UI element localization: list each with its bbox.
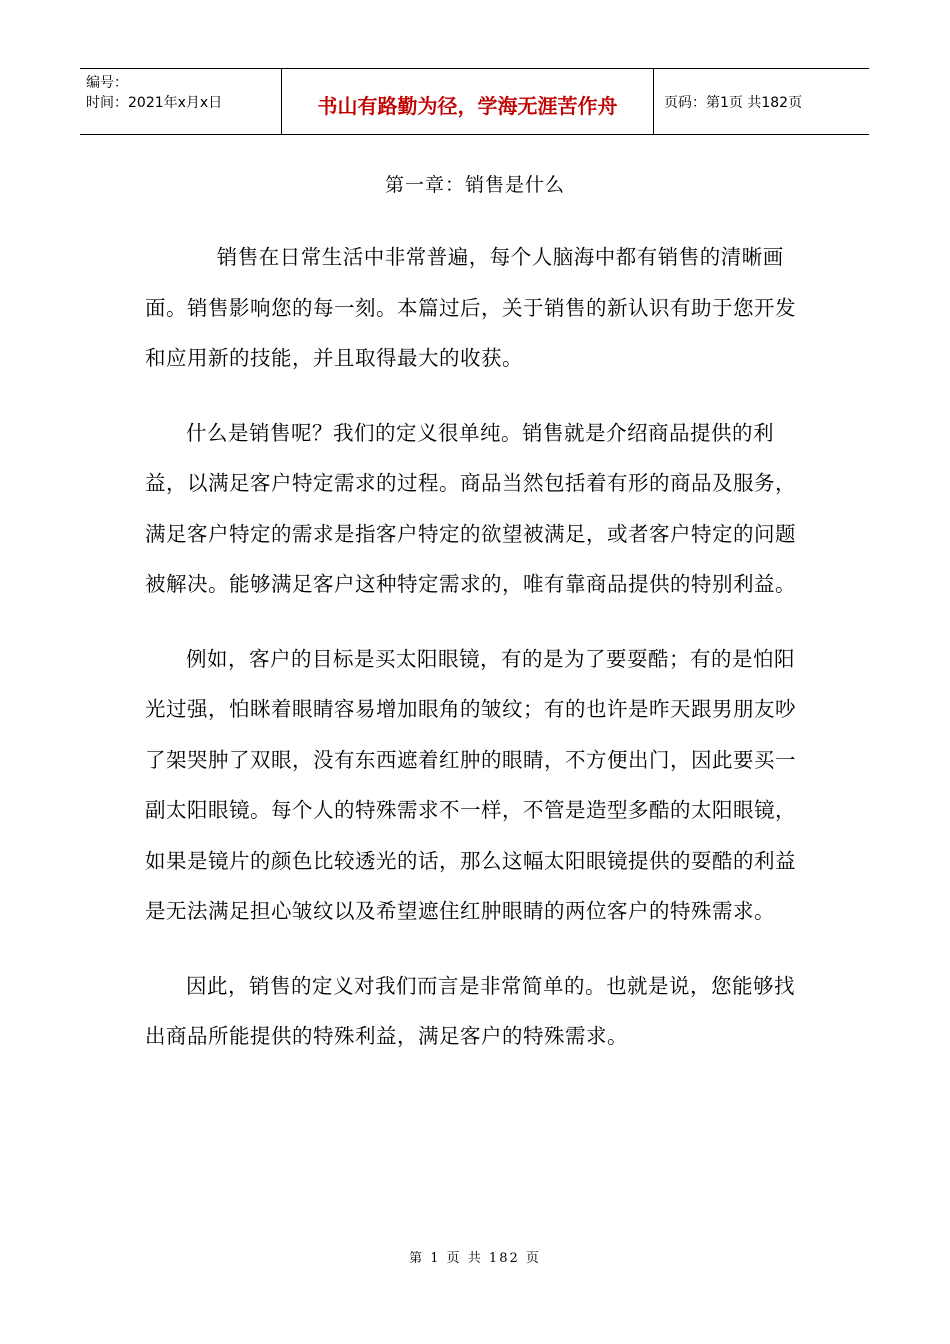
number-label: 编号： [86,75,128,91]
chapter-title: 第一章：销售是什么 [384,174,565,196]
header-meta [80,69,281,134]
time-label: 时间：2021年x月x日 [86,95,223,111]
document-header [80,68,869,135]
paragraph: 因此，销售的定义对我们而言是非常简单的。也就是说，您能够找出商品所能提供的特殊利益，满足客户的特殊需求。 [145,973,795,1048]
paragraph: 什么是销售呢？我们的定义很单纯。销售就是介绍商品提供的利益，以满足客户特定需求的过程。商品当然包括着有形的商品及服务，满足客户特定的需求是指客户特定的欲望被满足，或者客户特定的问题被解决。能够满足客户这种特定需求的，唯有靠商品提供的特别利益。 [145,420,796,596]
paragraph: 销售在日常生活中非常普遍，每个人脑海中都有销售的清晰画面。销售影响您的每一刻。本篇过后，关于销售的新认识有助于您开发和应用新的技能，并且取得最大的收获。 [145,245,796,370]
paragraph: 例如，客户的目标是买太阳眼镜，有的是为了要耍酷；有的是怕阳光过强，怕眯着眼睛容易增加眼角的皱纹；有的也许是昨天跟男朋友吵了架哭肿了双眼，没有东西遮着红肿的眼睛，不方便出门，因此要买一副太阳眼镜。每个人的特殊需求不一样，不管是造型多酷的太阳眼镜，如果是镜片的颜色比较透光的话，那么这幅太阳眼镜提供的耍酷的利益是无法满足担心皱纹以及希望遮住红肿眼睛的两位客户的特殊需求。 [145,646,796,923]
header-page-info: 页码：第1页 共182页 [664,94,803,111]
document-body [145,232,805,1086]
header-motto: 书山有路勤为径，学海无涯苦作舟 [281,69,654,134]
page-footer: 第 1 页 共 182 页 [409,1251,541,1266]
